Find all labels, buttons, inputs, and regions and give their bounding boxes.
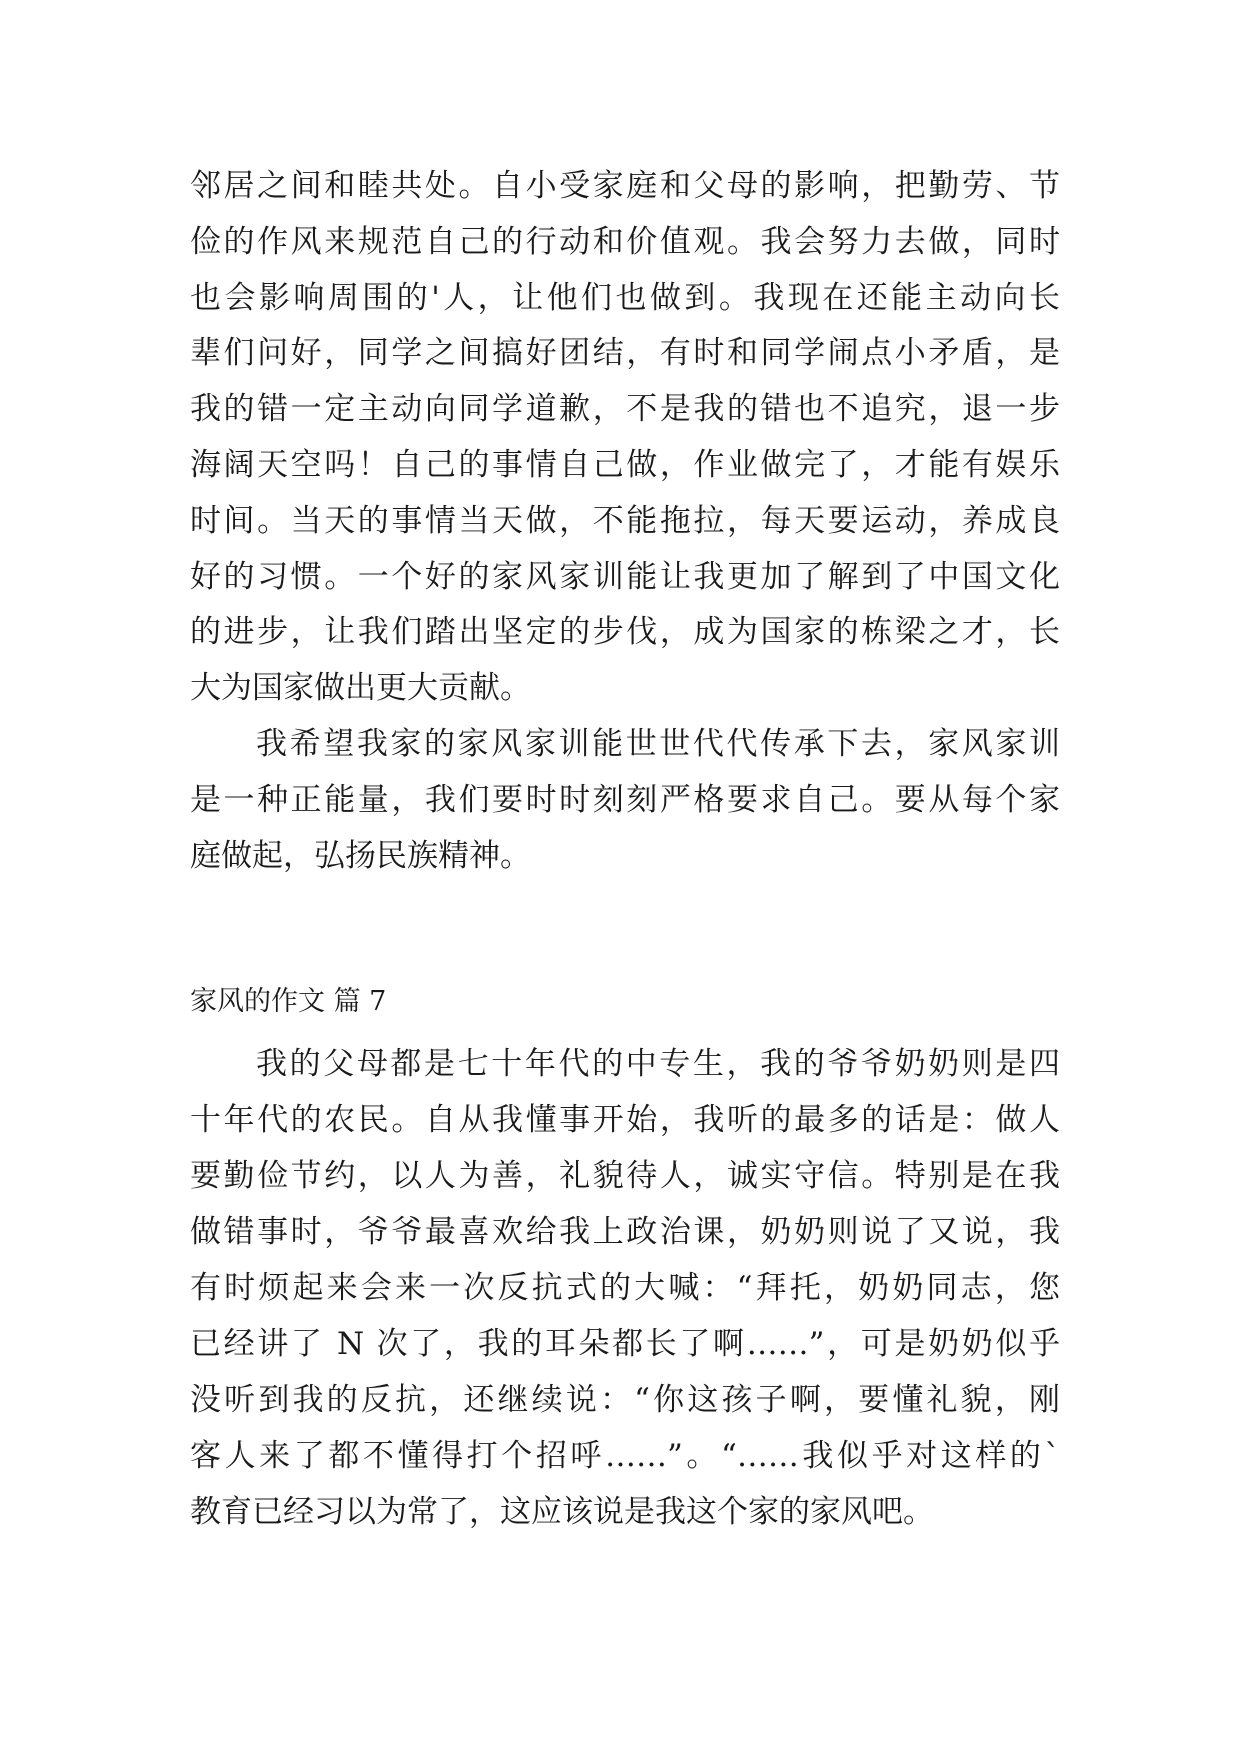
paragraph-line: 俭的作风来规范自己的行动和价值观。我会努力去做，同时 [190, 224, 1060, 260]
paragraph-line: 教育已经习以为常了，这应该说是我这个家的家风吧。 [190, 1494, 934, 1530]
paragraph-line: 庭做起，弘扬民族精神。 [190, 838, 531, 874]
paragraph-line: 没听到我的反抗，还继续说：“你这孩子啊，要懂礼貌，刚 [190, 1382, 1060, 1418]
paragraph-line: 海阔天空吗！自己的事情自己做，作业做完了，才能有娱乐 [190, 447, 1060, 483]
paragraph-line: 大为国家做出更大贡献。 [190, 670, 531, 706]
paragraph-line: 时间。当天的事情当天做，不能拖拉，每天要运动，养成良 [190, 503, 1060, 539]
paragraph-line: 有时烦起来会来一次反抗式的大喊：“拜托，奶奶同志，您 [190, 1270, 1060, 1306]
paragraph-line: 做错事时，爷爷最喜欢给我上政治课，奶奶则说了又说，我 [190, 1214, 1060, 1250]
paragraph-line: 已经讲了 N 次了，我的耳朵都长了啊……”，可是奶奶似乎 [190, 1326, 1060, 1362]
paragraph-line: 是一种正能量，我们要时时刻刻严格要求自己。要从每个家 [190, 782, 1060, 818]
paragraph-line: 要勤俭节约，以人为善，礼貌待人，诚实守信。特别是在我 [190, 1158, 1060, 1194]
paragraph-line: 邻居之间和睦共处。自小受家庭和父母的影响，把勤劳、节 [190, 168, 1060, 204]
paragraph-line: 十年代的农民。自从我懂事开始，我听的最多的话是：做人 [190, 1102, 1060, 1138]
paragraph-line: 我希望我家的家风家训能世世代代传承下去，家风家训 [256, 726, 1060, 762]
paragraph-line: 好的习惯。一个好的家风家训能让我更加了解到了中国文化 [190, 559, 1060, 595]
paragraph-line: 客人来了都不懂得打个招呼……”。“……我似乎对这样的` [190, 1438, 1060, 1474]
paragraph-line: 辈们问好，同学之间搞好团结，有时和同学闹点小矛盾，是 [190, 335, 1060, 371]
paragraph-line: 的进步，让我们踏出坚定的步伐，成为国家的栋梁之才，长 [190, 614, 1060, 650]
paragraph-line: 也会影响周围的'人，让他们也做到。我现在还能主动向长 [190, 280, 1060, 316]
paragraph-line: 我的错一定主动向同学道歉，不是我的错也不追究，退一步 [190, 391, 1060, 427]
paragraph-line: 我的父母都是七十年代的中专生，我的爷爷奶奶则是四 [256, 1046, 1060, 1082]
section-heading: 家风的作文 篇 7 [190, 986, 387, 1017]
